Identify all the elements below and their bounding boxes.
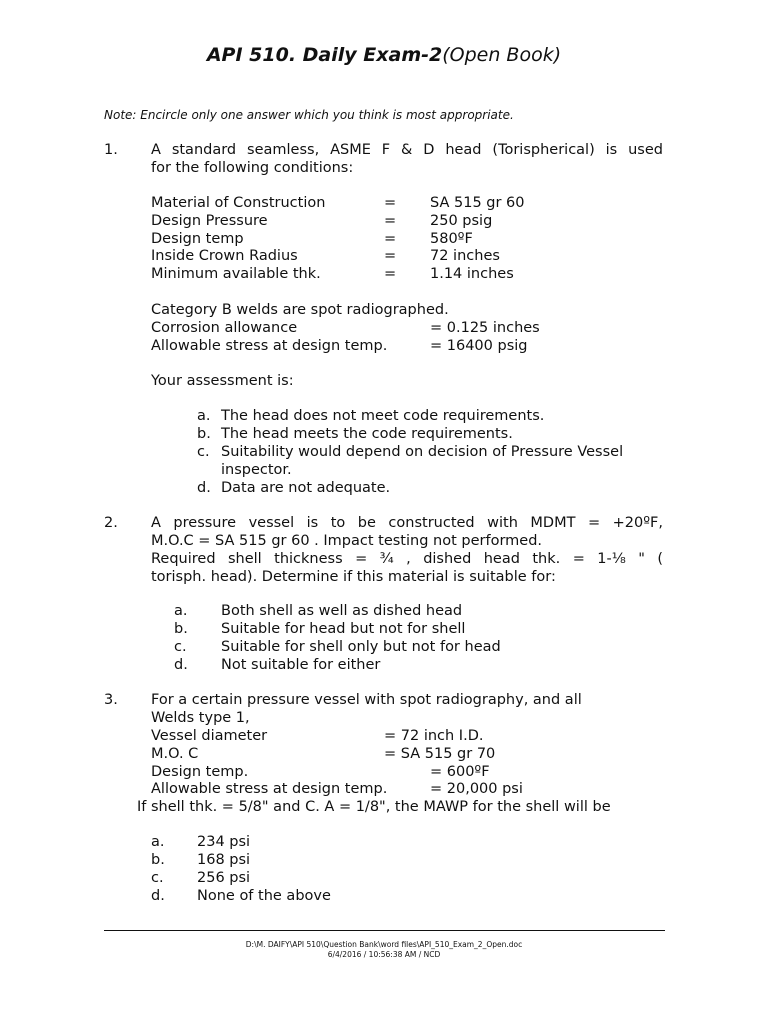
param-equals: = [384,266,397,282]
option-letter: c. [174,639,187,655]
answer-option[interactable]: Suitability would depend on decision of Pressure Vessel [221,444,624,460]
param-label: Design Pressure [151,213,268,229]
answer-option[interactable]: Suitable for head but not for shell [221,621,466,637]
param-value: 250 psig [430,213,493,229]
question-text: For a certain pressure vessel with spot radiography, and all [151,692,582,708]
footer-timestamp: 6/4/2016 / 10:56:38 AM / NCD [327,950,441,959]
question-text: A pressure vessel is to be constructed with MDMT = +20ºF, [151,515,663,531]
param-value: = 600ºF [430,764,490,780]
question-number: 3. [104,692,118,708]
param-value: = 72 inch I.D. [384,728,484,744]
param-equals: = [384,195,397,211]
option-letter: b. [151,852,165,868]
param-label: Material of Construction [151,195,326,211]
answer-option[interactable]: Suitable for shell only but not for head [221,639,501,655]
instruction-note: Note: Encircle only one answer which you think is most appropriate. [104,108,514,122]
question-text: torisph. head). Determine if this material is suitable for: [151,569,556,585]
answer-option[interactable]: 234 psi [197,834,251,850]
answer-option[interactable]: Both shell as well as dished head [221,603,463,619]
param-label: Minimum available thk. [151,266,321,282]
question-number: 1. [104,142,118,158]
question-text: If shell thk. = 5/8" and C. A = 1/8", the MAWP for the shell will be [137,799,611,815]
footer-file-path: D:\M. DAIFY\API 510\Question Bank\word files\API_510_Exam_2_Open.doc [245,940,523,949]
answer-option[interactable]: 256 psi [197,870,251,886]
answer-option[interactable]: The head meets the code requirements. [221,426,513,442]
option-letter: b. [174,621,188,637]
param-value: 1.14 inches [430,266,514,282]
option-letter: d. [197,480,211,496]
answer-option[interactable]: 168 psi [197,852,251,868]
param-label: Inside Crown Radius [151,248,298,264]
question-prompt: Your assessment is: [151,373,294,389]
param-label: Allowable stress at design temp. [151,781,388,797]
param-value: SA 515 gr 60 [430,195,525,211]
option-letter: d. [174,657,188,673]
param-label: Corrosion allowance [151,320,298,336]
option-letter: a. [197,408,211,424]
answer-option[interactable]: Not suitable for either [221,657,381,673]
param-value: 72 inches [430,248,500,264]
option-letter: a. [174,603,188,619]
param-label: Vessel diameter [151,728,268,744]
answer-option[interactable]: Data are not adequate. [221,480,391,496]
question-text: Required shell thickness = ¾ , dished head thk. = 1-⅛ " ( [151,551,663,567]
question-text: M.O.C = SA 515 gr 60 . Impact testing not performed. [151,533,543,549]
param-label: Design temp. [151,764,249,780]
answer-option[interactable]: None of the above [197,888,331,904]
param-label: Allowable stress at design temp. [151,338,388,354]
param-equals: = [384,248,397,264]
param-equals: = [384,231,397,247]
page-title [0,44,768,66]
answer-option[interactable]: The head does not meet code requirements. [221,408,545,424]
question-number: 2. [104,515,118,531]
param-value: = 20,000 psi [430,781,523,797]
option-letter: c. [197,444,210,460]
param-label: M.O. C [151,746,199,762]
param-value: = 16400 psig [430,338,528,354]
footer-divider [104,930,665,931]
option-letter: a. [151,834,165,850]
question-text: for the following conditions: [151,160,354,176]
param-value: 580ºF [430,231,473,247]
param-equals: = [384,213,397,229]
answer-option-continued: inspector. [221,462,292,478]
welds-text: Category B welds are spot radiographed. [151,302,449,318]
title-main: API 510. Daily Exam-2 [206,44,443,66]
param-value: = SA 515 gr 70 [384,746,496,762]
title-sub: (Open Book) [442,44,562,66]
param-value: = 0.125 inches [430,320,540,336]
option-letter: d. [151,888,165,904]
option-letter: b. [197,426,211,442]
question-text: Welds type 1, [151,710,250,726]
question-text: A standard seamless, ASME F & D head (Torispherical) is used [151,142,663,158]
option-letter: c. [151,870,164,886]
param-label: Design temp [151,231,244,247]
